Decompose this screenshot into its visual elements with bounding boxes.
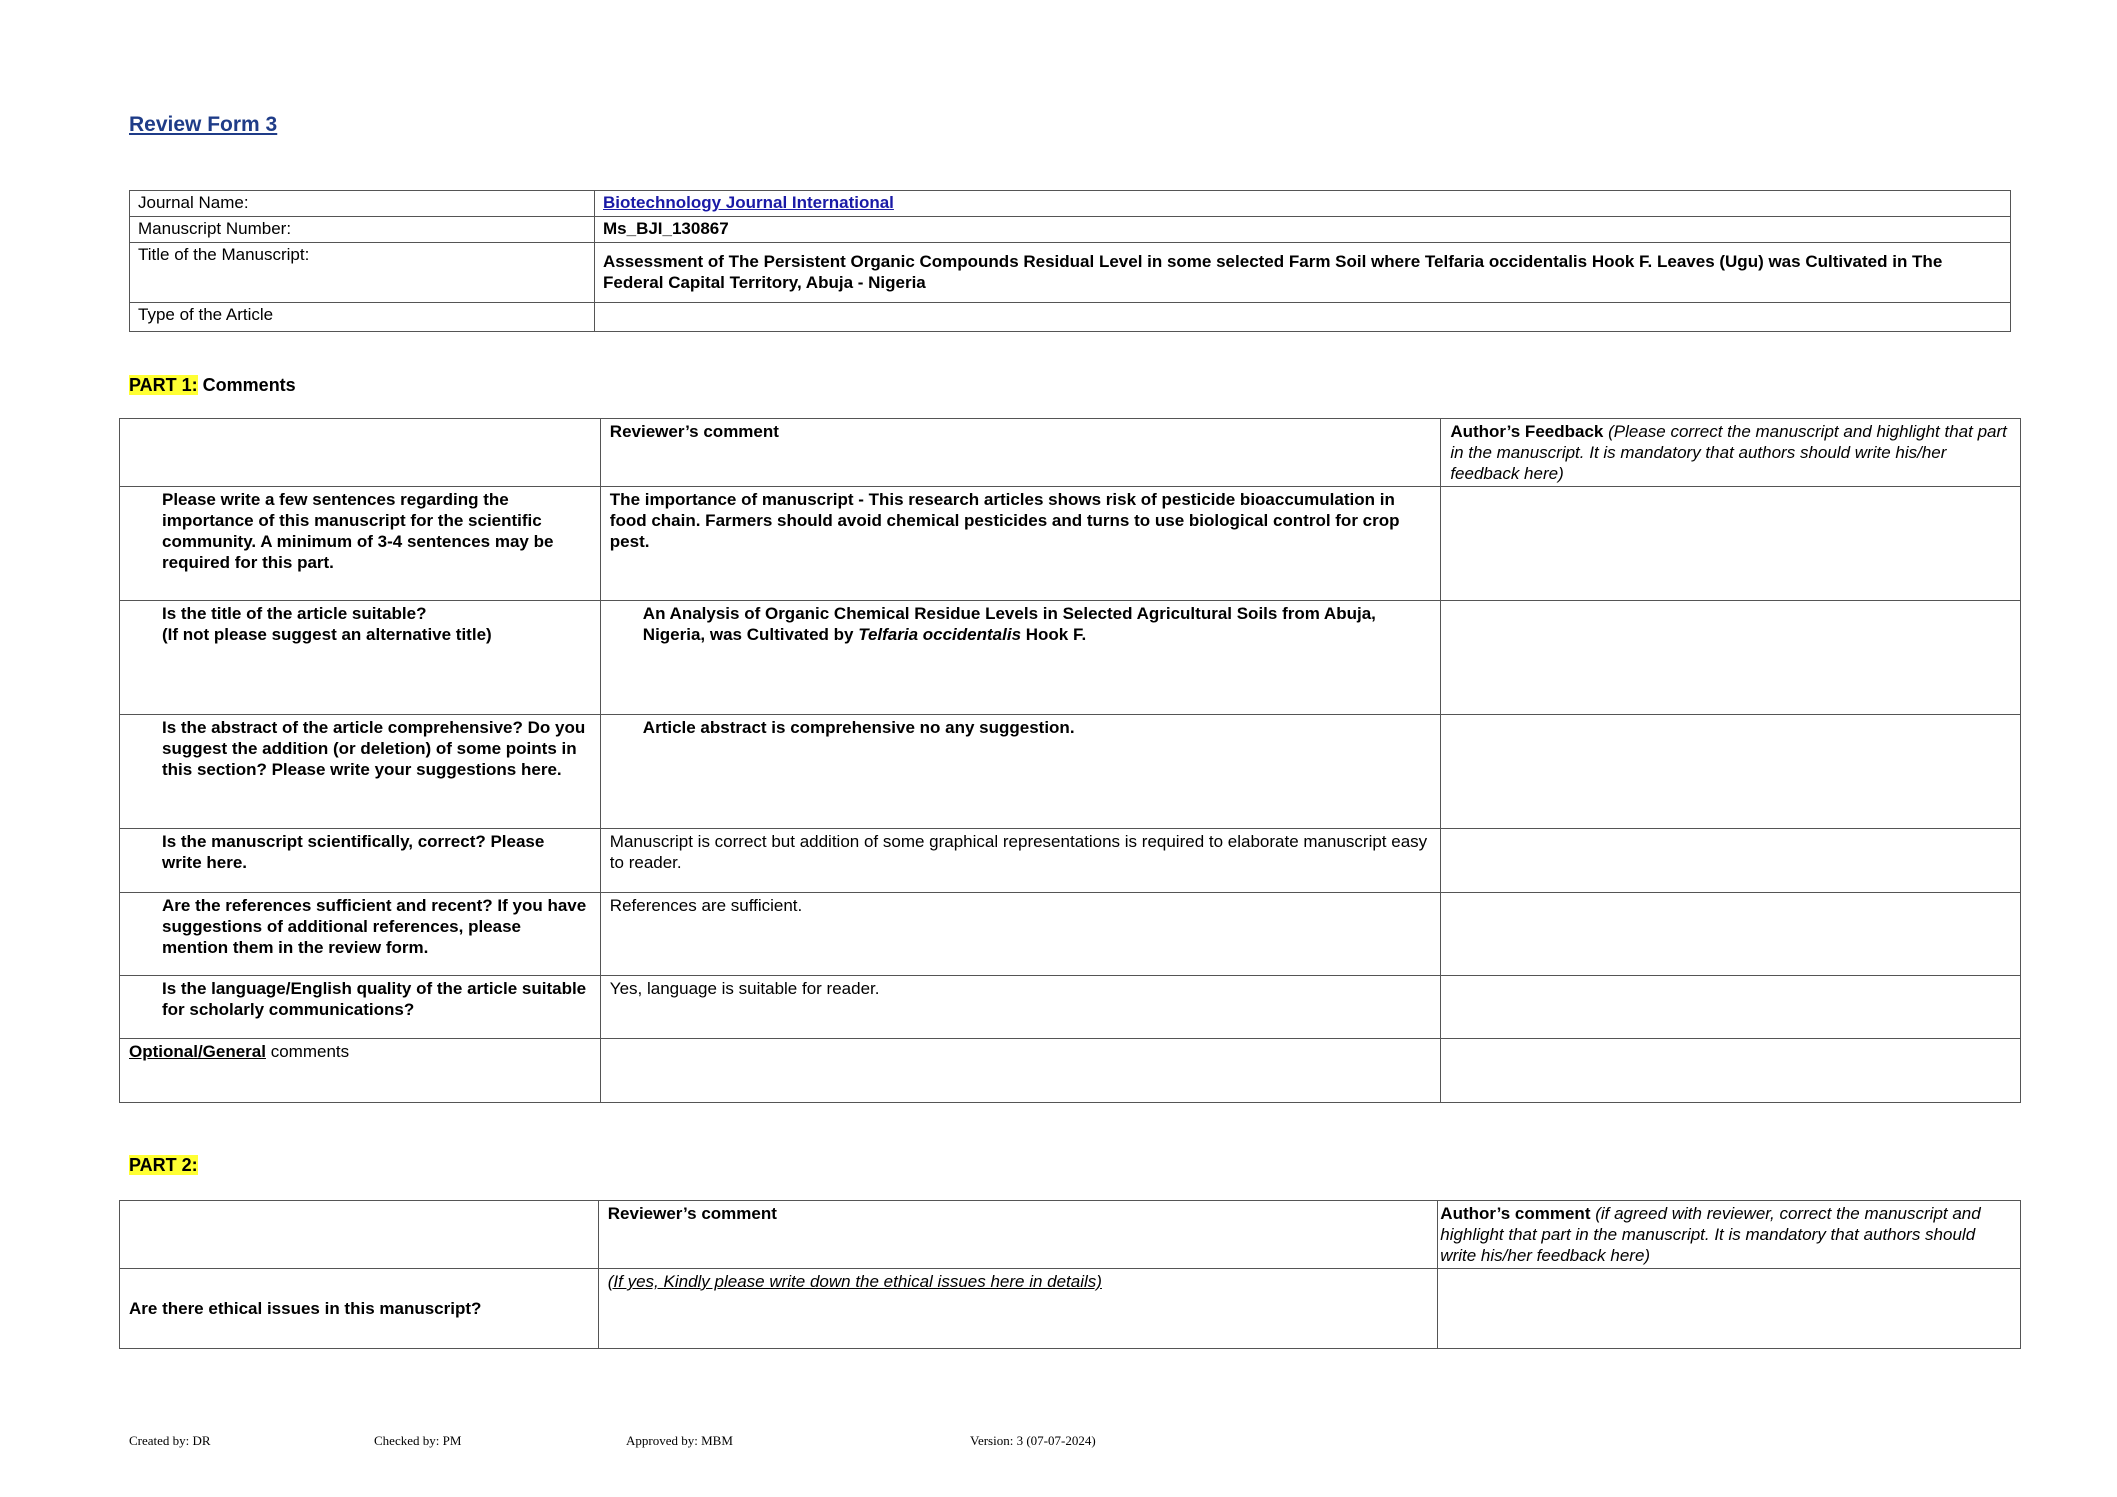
part1-heading: [129, 375, 296, 396]
ethical-comment-note: (If yes, Kindly please write down the ethical issues here in details): [607, 1272, 1102, 1291]
comment-scientific: Manuscript is correct but addition of some graphical representations is required to elaborate manuscript easy to reader.: [600, 829, 1441, 893]
feedback-scientific[interactable]: [1441, 829, 2021, 893]
comment-title-species: Telfaria occidentalis: [858, 625, 1022, 644]
table-row: [130, 217, 2011, 243]
part2-comments-table: [119, 1200, 2021, 1349]
feedback-references[interactable]: [1441, 893, 2021, 976]
comment-title: [600, 601, 1441, 715]
article-type-label: Type of the Article: [130, 303, 595, 332]
feedback-language[interactable]: [1441, 976, 2021, 1039]
question-title-line2: (If not please suggest an alternative title): [162, 625, 492, 644]
comment-references: References are sufficient.: [600, 893, 1441, 976]
manuscript-number-label: Manuscript Number:: [130, 217, 595, 243]
comment-title-post: Hook F.: [1021, 625, 1087, 644]
table-row: [130, 191, 2011, 217]
part2-heading-highlight: PART 2:: [129, 1155, 198, 1175]
optional-label-bold: Optional/General: [129, 1042, 266, 1061]
reviewer-comment-header: Reviewer’s comment: [598, 1201, 1438, 1269]
comment-importance: The importance of manuscript - This research articles shows risk of pesticide bioaccumulation in food chain. Farmers should avoid chemical pesticides and turns to use biological control for crop pest.: [600, 487, 1441, 601]
comment-language: Yes, language is suitable for reader.: [600, 976, 1441, 1039]
footer-version: Version: 3 (07-07-2024): [970, 1433, 1096, 1448]
author-feedback-header: [1441, 419, 2021, 487]
author-feedback-header-bold: Author’s Feedback: [1450, 422, 1604, 441]
optional-comment[interactable]: [600, 1039, 1441, 1103]
part1-heading-rest: Comments: [197, 375, 296, 395]
question-importance: Please write a few sentences regarding the importance of this manuscript for the scientific community. A minimum of 3-4 sentences may be required for this part.: [120, 487, 601, 601]
question-title: [120, 601, 601, 715]
table-row: [120, 1039, 2021, 1103]
question-ethical: Are there ethical issues in this manuscript?: [120, 1269, 599, 1349]
feedback-importance[interactable]: [1441, 487, 2021, 601]
article-type-value: [595, 303, 2011, 332]
part1-comments-table: [119, 418, 2021, 1103]
table-row: [120, 893, 2021, 976]
journal-name-label: Journal Name:: [130, 191, 595, 217]
table-row: [120, 601, 2021, 715]
question-language: Is the language/English quality of the article suitable for scholarly communications?: [120, 976, 601, 1039]
optional-feedback[interactable]: [1441, 1039, 2021, 1103]
reviewer-comment-header: Reviewer’s comment: [600, 419, 1441, 487]
manuscript-number-value: Ms_BJI_130867: [595, 217, 2011, 243]
title-label: Title of the Manuscript:: [130, 243, 595, 303]
table-row: [120, 976, 2021, 1039]
table-row: [130, 243, 2011, 303]
question-title-line1: Is the title of the article suitable?: [162, 604, 427, 623]
manuscript-info-table: [129, 190, 2011, 332]
table-row: [120, 487, 2021, 601]
comment-ethical: [598, 1269, 1438, 1349]
author-comment-header-bold: Author’s comment: [1440, 1204, 1591, 1223]
table-row: [120, 1269, 2021, 1349]
optional-comments-label: [120, 1039, 601, 1103]
comment-title-pre: An Analysis of Organic Chemical Residue Levels in Selected Agricultural Soils from Abuja, Nigeria, was Cultivated by: [642, 604, 1376, 644]
part1-heading-highlight: PART 1:: [129, 375, 198, 395]
journal-link[interactable]: Biotechnology Journal International: [603, 193, 894, 212]
question-abstract: Is the abstract of the article comprehensive? Do you suggest the addition (or deletion) of some points in this section? Please write your suggestions here.: [120, 715, 601, 829]
question-references: Are the references sufficient and recent? If you have suggestions of additional references, please mention them in the review form.: [120, 893, 601, 976]
page-title: Review Form 3: [129, 113, 278, 136]
footer-created: Created by: DR: [129, 1433, 211, 1448]
table-header-row: [120, 1201, 2021, 1269]
table-row: [120, 715, 2021, 829]
table-header-row: [120, 419, 2021, 487]
header-empty-cell: [120, 1201, 599, 1269]
feedback-ethical[interactable]: [1438, 1269, 2021, 1349]
author-comment-header-note: (if agreed with reviewer, correct the manuscript and highlight that part in the manuscript. It is mandatory that authors should write his/her feedback here): [1440, 1204, 1981, 1265]
title-value: Assessment of The Persistent Organic Compounds Residual Level in some selected Farm Soil where Telfaria occidentalis Hook F. Leaves (Ugu) was Cultivated in The Federal Capital Territory, Abuja - Nigeria: [595, 243, 2011, 303]
table-row: [130, 303, 2011, 332]
feedback-title[interactable]: [1441, 601, 2021, 715]
header-empty-cell: [120, 419, 601, 487]
question-scientific: Is the manuscript scientifically, correct? Please write here.: [120, 829, 601, 893]
feedback-abstract[interactable]: [1441, 715, 2021, 829]
comment-abstract: Article abstract is comprehensive no any suggestion.: [600, 715, 1441, 829]
optional-label-rest: comments: [265, 1042, 350, 1061]
author-feedback-header-note: (Please correct the manuscript and highlight that part in the manuscript. It is mandatory that authors should write his/her feedback here): [1450, 422, 2007, 483]
part2-heading: [129, 1155, 198, 1176]
footer-approved: Approved by: MBM: [626, 1433, 733, 1448]
table-row: [120, 829, 2021, 893]
journal-name-value[interactable]: [595, 191, 2011, 217]
footer-checked: Checked by: PM: [374, 1433, 462, 1448]
author-comment-header: [1438, 1201, 2021, 1269]
